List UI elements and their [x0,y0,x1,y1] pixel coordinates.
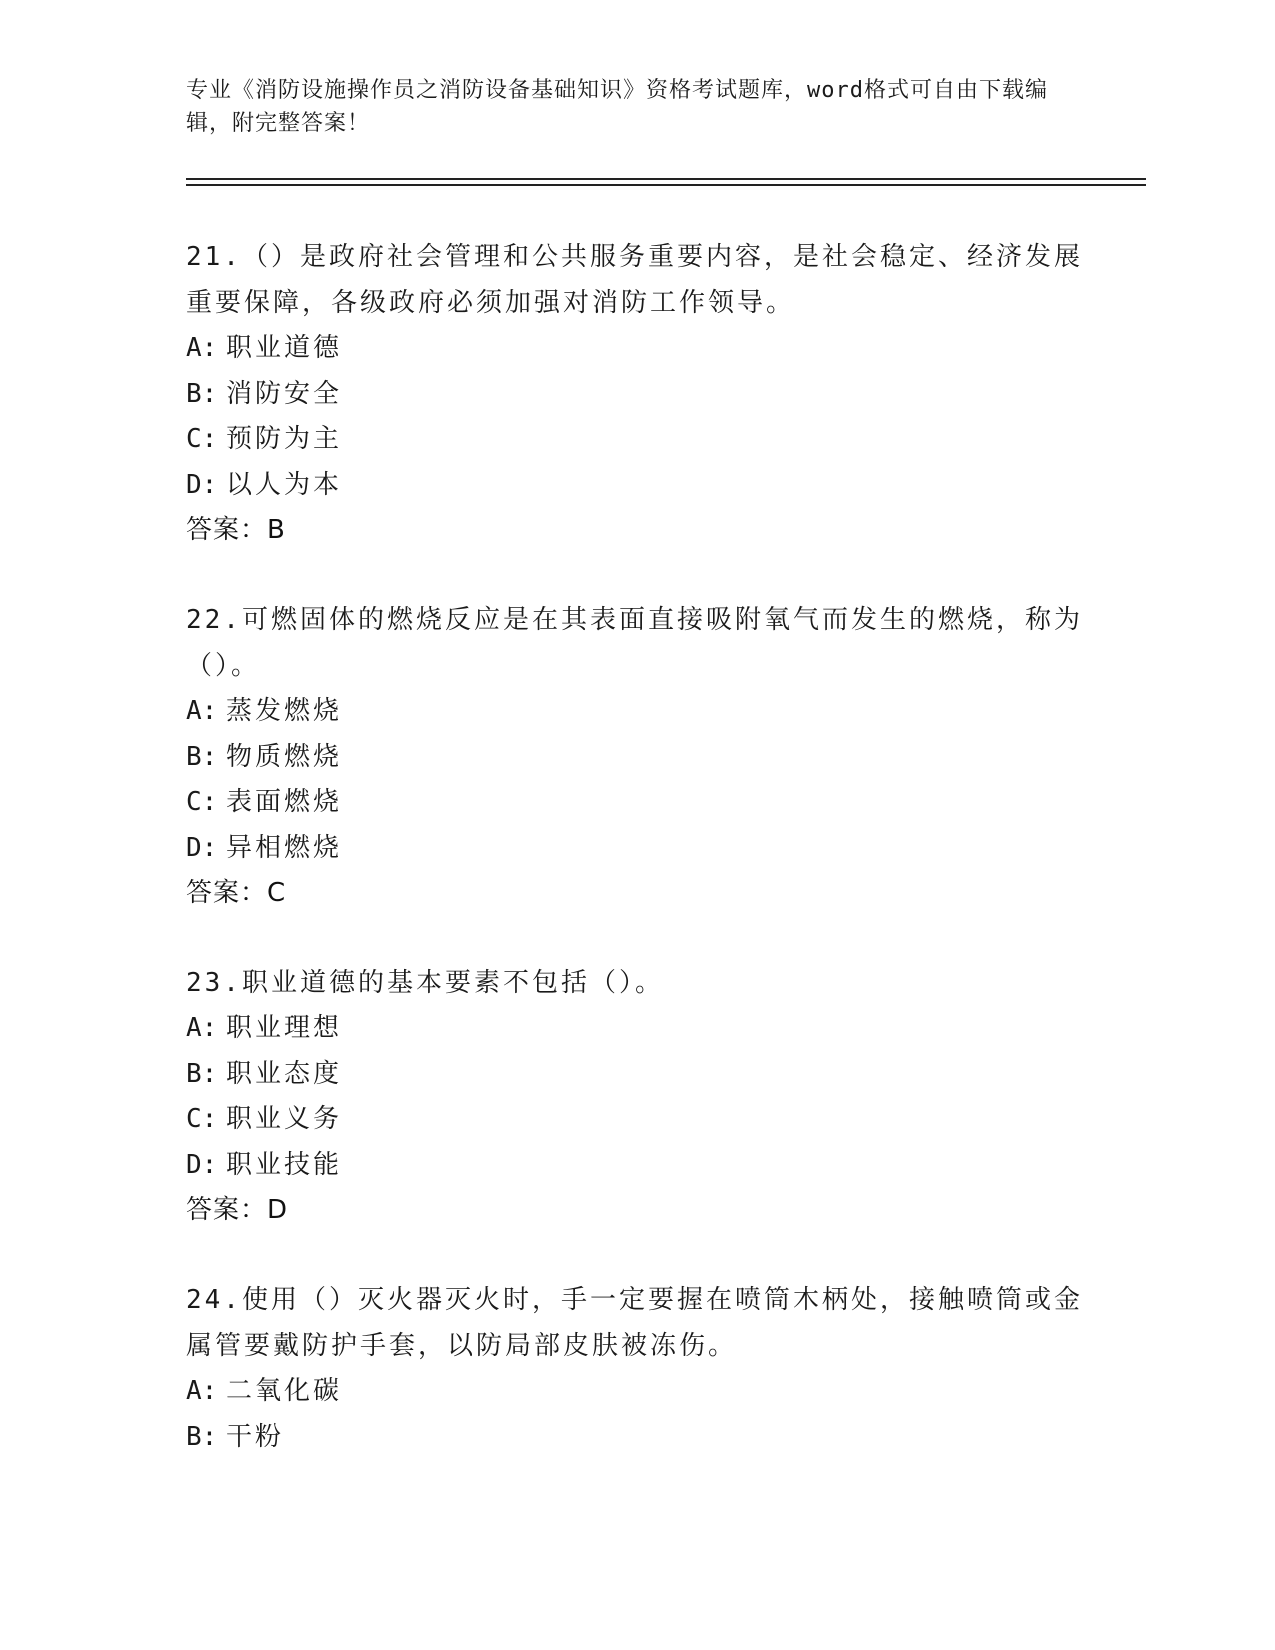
option-b [186,372,1086,418]
option-letter: C: [186,787,218,817]
question-text: 23.职业道德的基本要素不包括（）。 [186,968,664,998]
option-d [186,1143,1086,1189]
question-24 [186,1277,1086,1460]
answer-line: 答案：B [186,515,286,545]
document-header: 专业《消防设施操作员之消防设备基础知识》资格考试题库，word格式可自由下载编辑，附完整答案！ [186,78,1048,136]
option-a [186,1369,1086,1415]
option-c [186,1097,1086,1143]
option-letter: A: [186,1013,218,1043]
header-rule-bottom [186,184,1146,186]
answer-line: 答案：C [186,878,287,908]
option-letter: B: [186,1058,218,1089]
option-letter: A: [186,696,218,726]
question-text: 21.（）是政府社会管理和公共服务重要内容，是社会稳定、经济发展重要保障，各级政府必须加强对消防工作领导。 [186,242,1083,318]
option-text: 职业态度 [226,1058,343,1089]
option-letter: C: [186,424,218,454]
option-text: 物质燃烧 [226,741,343,772]
header-rule-top [186,178,1146,180]
option-letter: C: [186,1104,218,1134]
option-letter: D: [186,469,218,500]
option-text: 蒸发燃烧 [226,696,343,726]
option-text: 职业理想 [226,1013,343,1043]
option-a [186,1006,1086,1052]
option-text: 预防为主 [226,424,343,454]
option-letter: B: [186,741,218,772]
option-text: 消防安全 [226,378,343,409]
option-c [186,780,1086,826]
option-text: 职业道德 [226,333,343,363]
option-letter: B: [186,1421,218,1452]
option-text: 职业义务 [226,1104,343,1134]
question-21 [186,234,1086,553]
question-text: 24.使用（）灭火器灭火时，手一定要握在喷筒木柄处，接触喷筒或金属管要戴防护手套，以防局部皮肤被冻伤。 [186,1285,1083,1361]
option-a [186,326,1086,372]
option-c [186,417,1086,463]
option-letter: D: [186,832,218,863]
option-b [186,735,1086,781]
option-letter: B: [186,378,218,409]
option-letter: D: [186,1149,218,1180]
question-22 [186,597,1086,916]
answer-line: 答案：D [186,1195,289,1225]
question-text: 22.可燃固体的燃烧反应是在其表面直接吸附氧气而发生的燃烧，称为（）。 [186,605,1083,681]
option-a [186,689,1086,735]
option-text: 以人为本 [226,469,343,500]
option-b [186,1052,1086,1098]
option-letter: A: [186,333,218,363]
option-text: 异相燃烧 [226,832,343,863]
option-d [186,463,1086,509]
option-b [186,1415,1086,1461]
option-text: 二氧化碳 [226,1376,343,1406]
question-23 [186,960,1086,1233]
question-list [186,234,1086,1504]
option-text: 表面燃烧 [226,787,343,817]
option-letter: A: [186,1376,218,1406]
option-text: 职业技能 [226,1149,343,1180]
option-d [186,826,1086,872]
option-text: 干粉 [226,1421,285,1452]
